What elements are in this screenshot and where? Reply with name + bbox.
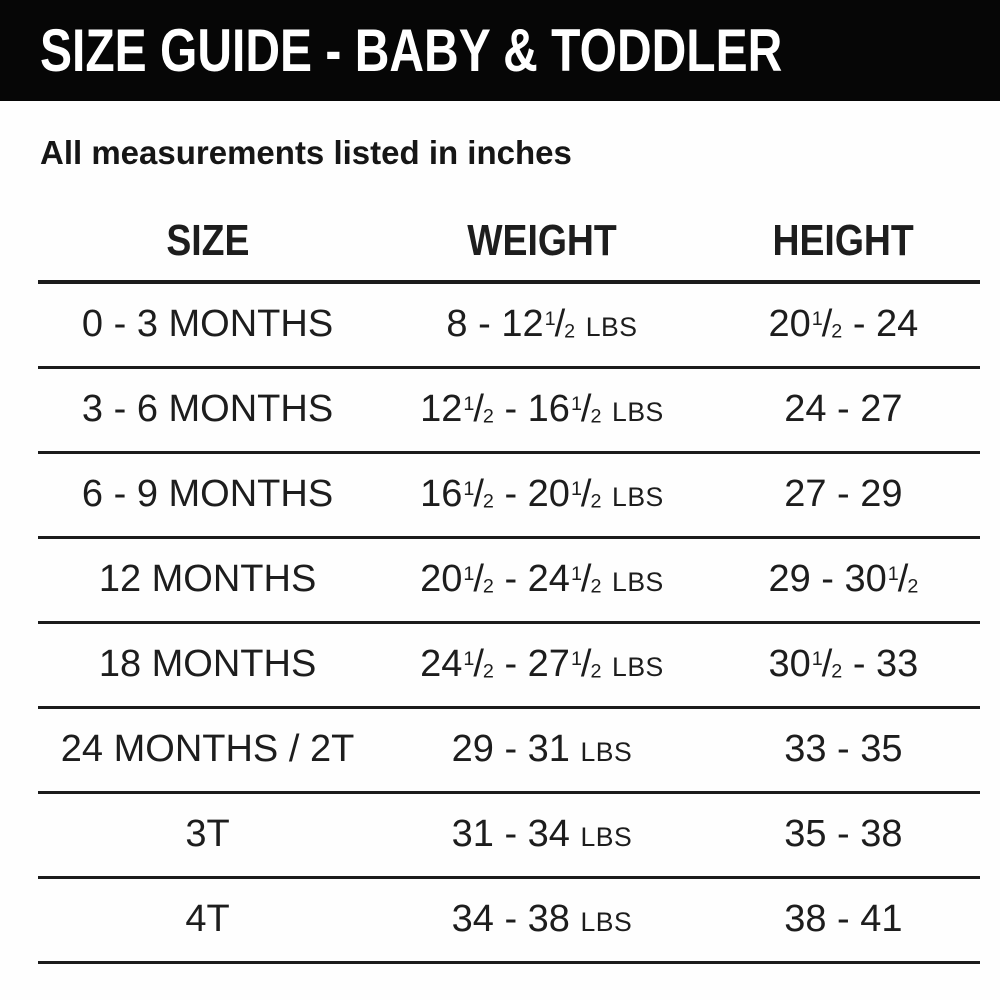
- unit-lbs: LBS: [612, 482, 664, 512]
- size-cell: 3T: [38, 792, 377, 877]
- unit-lbs: LBS: [612, 567, 664, 597]
- size-cell: 18 MONTHS: [38, 622, 377, 707]
- unit-lbs: LBS: [580, 907, 633, 937]
- table-row: [38, 367, 980, 452]
- table-row: [38, 707, 980, 792]
- height-cell: $20^1/_2 - 24$: [707, 282, 980, 367]
- unit-lbs: LBS: [612, 397, 664, 427]
- weight-cell: $16^1/_2 - 20^1/_2$ LBS: [377, 452, 707, 537]
- weight-cell: 29 - 31 LBS: [377, 707, 707, 792]
- size-cell: 0 - 3 MONTHS: [38, 282, 377, 367]
- table-row: [38, 537, 980, 622]
- table-row: [38, 877, 980, 962]
- weight-cell: $20^1/_2 - 24^1/_2$ LBS: [377, 537, 707, 622]
- height-cell: 33 - 35: [707, 707, 980, 792]
- table-row: [38, 622, 980, 707]
- size-cell: 12 MONTHS: [38, 537, 377, 622]
- weight-cell: 34 - 38 LBS: [377, 877, 707, 962]
- column-header-size: SIZE: [38, 202, 377, 282]
- height-cell: $30^1/_2 - 33$: [707, 622, 980, 707]
- size-cell: 24 MONTHS / 2T: [38, 707, 377, 792]
- unit-lbs: LBS: [585, 312, 638, 343]
- size-guide-table: [38, 202, 980, 964]
- weight-cell: $24^1/_2 - 27^1/_2$ LBS: [377, 622, 707, 707]
- height-cell: 35 - 38: [707, 792, 980, 877]
- column-header-height: HEIGHT: [707, 202, 980, 282]
- title-bar: [0, 0, 1000, 101]
- weight-cell: $12^1/_2 - 16^1/_2$ LBS: [377, 367, 707, 452]
- size-cell: 6 - 9 MONTHS: [38, 452, 377, 537]
- unit-lbs: LBS: [580, 822, 633, 852]
- height-cell: 24 - 27: [707, 367, 980, 452]
- table-header-row: [38, 202, 980, 282]
- page-title: SIZE GUIDE - BABY & TODDLER: [40, 17, 783, 84]
- unit-lbs: LBS: [580, 737, 633, 767]
- column-header-weight: WEIGHT: [377, 202, 707, 282]
- weight-cell: 31 - 34 LBS: [377, 792, 707, 877]
- height-cell: $29 - 30^1/_2$: [707, 537, 980, 622]
- table-row: [38, 792, 980, 877]
- unit-lbs: LBS: [612, 652, 664, 682]
- height-cell: 27 - 29: [707, 452, 980, 537]
- height-cell: 38 - 41: [707, 877, 980, 962]
- table-row: [38, 452, 980, 537]
- measurements-note: All measurements listed in inches: [40, 134, 572, 171]
- weight-cell: $8 - 12^1/_2$ LBS: [377, 282, 707, 367]
- table-row: [38, 282, 980, 367]
- size-cell: 3 - 6 MONTHS: [38, 367, 377, 452]
- size-cell: 4T: [38, 877, 377, 962]
